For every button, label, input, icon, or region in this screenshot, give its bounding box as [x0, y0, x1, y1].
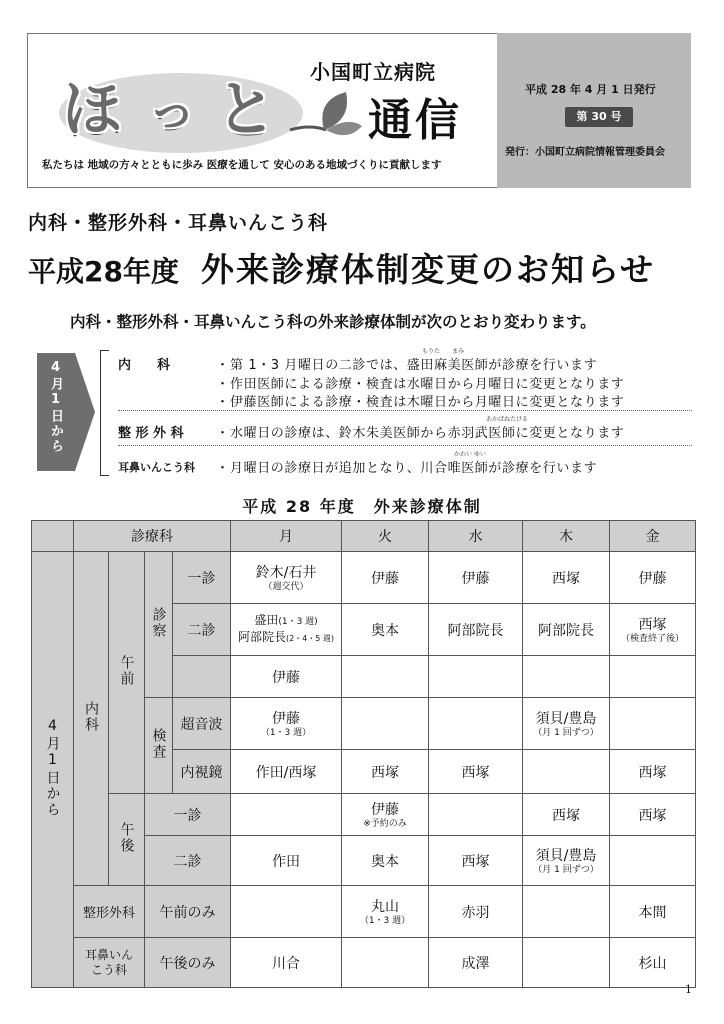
row-label: 内視鏡 — [173, 750, 231, 794]
table-row — [32, 794, 696, 836]
table-row — [32, 938, 696, 988]
publisher-text: 発行：小国町立病院情報管理委員会 — [505, 147, 665, 158]
schedule-cell: 西塚 — [429, 836, 523, 886]
ruby-akabane: あかばねたける — [486, 416, 529, 423]
hotto-logo — [56, 56, 306, 166]
row-label: 一診 — [145, 794, 231, 836]
schedule-cell: 奥本 — [342, 604, 429, 656]
page-title — [28, 244, 655, 291]
schedule-cell — [342, 938, 429, 988]
schedule-cell — [523, 938, 610, 988]
change-item: 水曜日の診療は、鈴木朱美医師から赤羽武医師に変更となります — [230, 426, 625, 441]
change-dept-label: 内 科 — [118, 358, 171, 373]
header-day: 火 — [342, 521, 429, 552]
bullet-separator: ・ — [216, 377, 230, 392]
schedule-cell — [429, 698, 523, 750]
logo-char-tsu: っ — [148, 83, 197, 139]
header-dept: 診療科 — [74, 521, 231, 552]
schedule-cell — [231, 886, 342, 938]
schedule-cell — [429, 656, 523, 698]
ruby-kawai: かわい ゆい — [454, 451, 486, 458]
change-item: 第 1・3 月曜日の二診では、盛田麻美医師が診療を行います — [230, 358, 598, 373]
effective-date-tab: 4月1日から — [48, 360, 63, 454]
divider — [118, 410, 692, 411]
schedule-title: 平成 28 年度 外来診療体制 — [242, 497, 482, 516]
change-item: 月曜日の診療日が追加となり、川合唯医師が診療を行います — [230, 461, 598, 476]
schedule-cell: 須貝/豊島 （月 1 回ずつ） — [523, 698, 610, 750]
bullet-separator: ・ — [216, 395, 230, 410]
schedule-cell: 盛田(1・3 週) 阿部院長(2・4・5 週) — [231, 604, 342, 656]
divider — [118, 445, 692, 446]
ruby-morita: もりた — [422, 348, 441, 355]
schedule-cell: 伊藤 — [610, 552, 696, 604]
row-dept-label: 整形外科 — [74, 886, 145, 938]
schedule-cell — [610, 698, 696, 750]
page-number: 1 — [685, 983, 692, 996]
row-label: 二診 — [173, 604, 231, 656]
schedule-cell: 奥本 — [342, 836, 429, 886]
schedule-cell: 阿部院長 — [429, 604, 523, 656]
bullet-separator: ・ — [216, 461, 230, 476]
logo-char-ho: ほ — [62, 75, 122, 145]
schedule-cell: 西塚 （検査終了後） — [610, 604, 696, 656]
title-year: 平成28年度 — [28, 255, 179, 288]
motto-text: 私たちは 地域の方々とともに歩み 医療を通して 安心のある地域づくりに貢献します — [42, 159, 442, 171]
schedule-cell: 成澤 — [429, 938, 523, 988]
table-header-row — [32, 521, 696, 552]
row-dept-label: 耳鼻いん こう科 — [74, 938, 145, 988]
issue-info-panel — [497, 33, 691, 188]
naika-cell: 内科 — [74, 552, 109, 886]
period-cell: 4月1日から — [32, 552, 74, 988]
schedule-cell — [610, 656, 696, 698]
schedule-cell — [429, 794, 523, 836]
row-label: 二診 — [145, 836, 231, 886]
row-time-label: 午前のみ — [145, 886, 231, 938]
header-day: 木 — [523, 521, 610, 552]
schedule-cell — [523, 750, 610, 794]
header-day: 水 — [429, 521, 523, 552]
schedule-cell: 西塚 — [610, 750, 696, 794]
schedule-cell: 丸山 （1・3 週） — [342, 886, 429, 938]
schedule-cell: 鈴木/石井 （週交代） — [231, 552, 342, 604]
schedule-cell — [342, 698, 429, 750]
schedule-cell — [523, 886, 610, 938]
schedule-cell: 西塚 — [429, 750, 523, 794]
schedule-cell — [610, 836, 696, 886]
schedule-cell — [231, 794, 342, 836]
schedule-cell: 西塚 — [523, 794, 610, 836]
change-item: 作田医師による診療・検査は水曜日から月曜日に変更となります — [230, 377, 625, 392]
schedule-cell: 須貝/豊島 （月 1 回ずつ） — [523, 836, 610, 886]
schedule-cell: 伊藤 （1・3 週） — [231, 698, 342, 750]
schedule-cell — [523, 656, 610, 698]
gozen-cell: 午前 — [109, 552, 145, 794]
header-day: 金 — [610, 521, 696, 552]
change-dept-label: 整 形 外 科 — [118, 426, 184, 441]
change-item: 伊藤医師による診療・検査は木曜日から月曜日に変更となります — [230, 395, 625, 410]
logo-char-to: と — [216, 75, 276, 145]
issue-date: 平成 28 年 4 月 1 日発行 — [525, 83, 656, 96]
schedule-cell: 伊藤 — [429, 552, 523, 604]
bullet-separator: ・ — [216, 358, 230, 373]
lead-text: 内科・整形外科・耳鼻いんこう科の外来診療体制が次のとおり変わります。 — [70, 313, 596, 331]
schedule-cell: 川合 — [231, 938, 342, 988]
schedule-table — [31, 520, 696, 988]
schedule-cell: 阿部院長 — [523, 604, 610, 656]
schedule-cell: 伊藤 — [231, 656, 342, 698]
ruby-mami: まみ — [452, 348, 465, 355]
schedule-cell: 作田 — [231, 836, 342, 886]
row-label: 一診 — [173, 552, 231, 604]
schedule-cell: 杉山 — [610, 938, 696, 988]
schedule-cell: 伊藤 — [342, 552, 429, 604]
leaf-icon — [286, 86, 366, 146]
hospital-name: 小国町立病院 — [310, 60, 436, 84]
schedule-cell: 西塚 — [610, 794, 696, 836]
newsletter-name: 通信 — [368, 95, 462, 146]
schedule-cell: 西塚 — [342, 750, 429, 794]
department-heading: 内科・整形外科・耳鼻いんこう科 — [28, 212, 329, 234]
header-day: 月 — [231, 521, 342, 552]
changes-bracket — [100, 350, 109, 476]
masthead-title-panel — [27, 33, 497, 188]
schedule-cell: 伊藤 ※予約のみ — [342, 794, 429, 836]
masthead — [27, 33, 691, 188]
schedule-cell: 赤羽 — [429, 886, 523, 938]
row-time-label: 午後のみ — [145, 938, 231, 988]
row-label — [173, 656, 231, 698]
bullet-separator: ・ — [216, 426, 230, 441]
issue-number-badge: 第 30 号 — [565, 107, 633, 127]
row-label: 超音波 — [173, 698, 231, 750]
title-main: 外来診療体制変更のお知らせ — [200, 250, 655, 289]
gogo-cell: 午後 — [109, 794, 145, 886]
shinsatsu-cell: 診察 — [145, 552, 173, 698]
table-row — [32, 886, 696, 938]
table-row — [32, 552, 696, 604]
schedule-cell — [342, 656, 429, 698]
schedule-cell: 作田/西塚 — [231, 750, 342, 794]
change-dept-label: 耳鼻いんこう科 — [118, 461, 195, 474]
schedule-cell: 西塚 — [523, 552, 610, 604]
schedule-cell: 本間 — [610, 886, 696, 938]
kensa-cell: 検査 — [145, 698, 173, 794]
